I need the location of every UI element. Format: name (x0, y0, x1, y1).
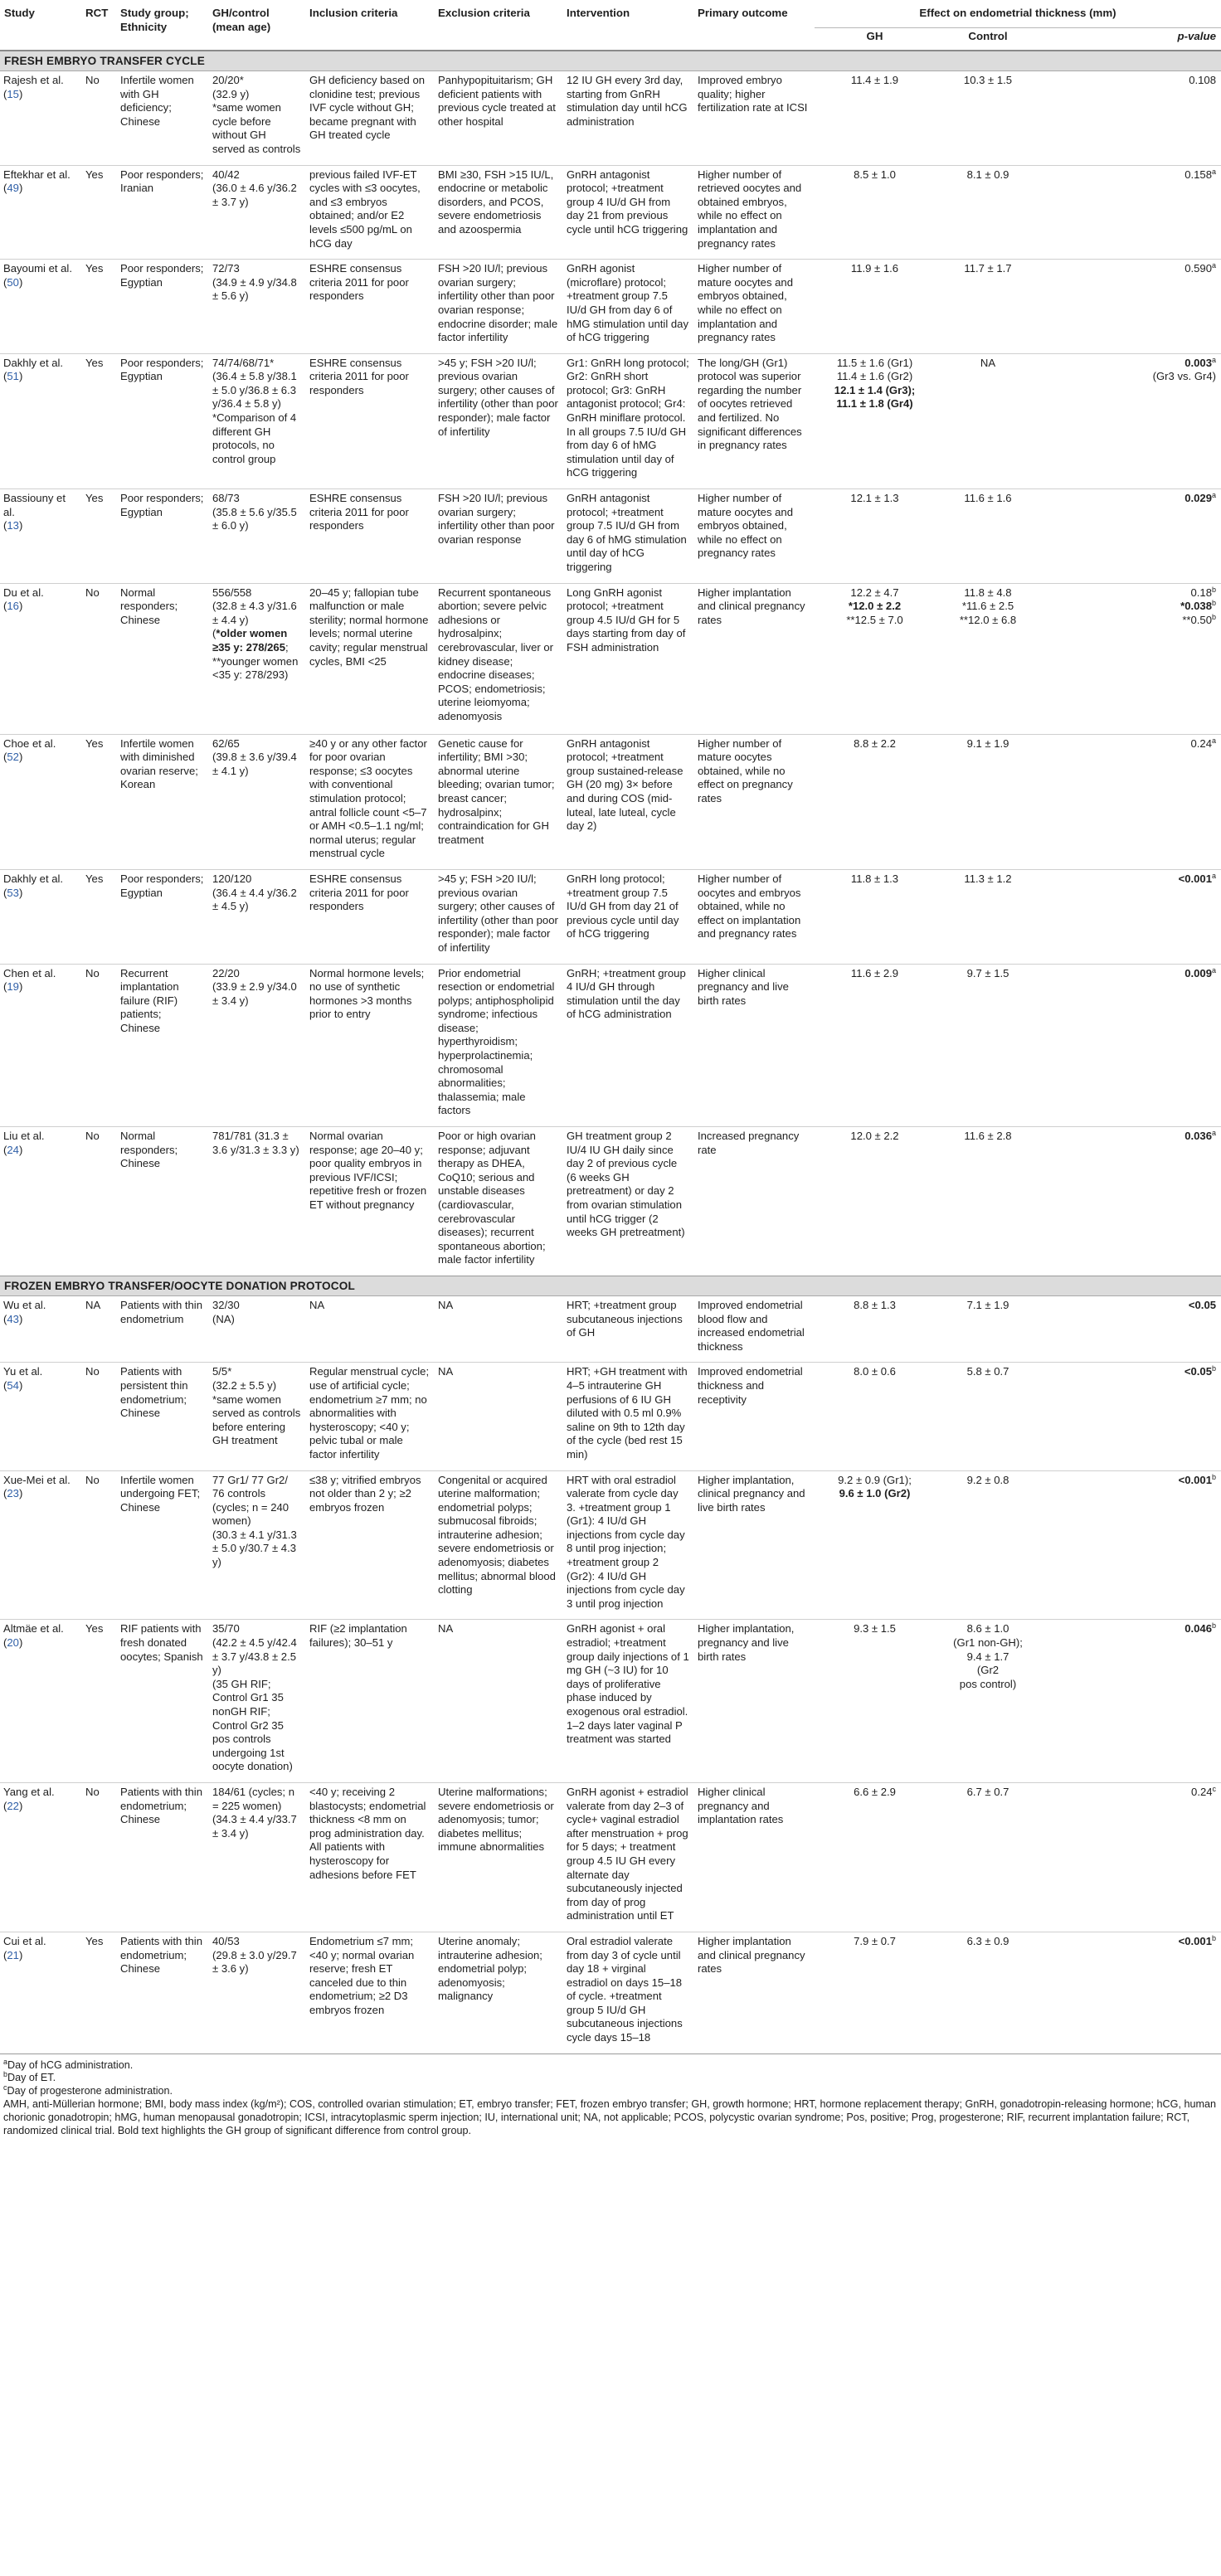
cell-gh-control: 74/74/68/71* (36.4 ± 5.8 y/38.1 ± 5.0 y/36.8 ± 6.3 y/36.4 ± 5.8 y) *Comparison of 4 different GH protocols, no control group (208, 353, 305, 488)
cell-inclusion: ESHRE consensus criteria 2011 for poor responders (305, 869, 434, 964)
cell-outcome: Higher number of mature oocytes and embryos obtained, while no effect on implantation and pregnancy rates (693, 260, 815, 354)
col-header-pvalue: p-value (1041, 28, 1221, 51)
cell-exclusion: Congenital or acquired uterine malformation; endometrial polyps; submucosal fibroids; intrauterine adhesion; severe endometriosis or adenomyosis; diabetes mellitus; abnormal blood clotting (434, 1470, 562, 1620)
cell-intervention: GnRH antagonist protocol; +treatment group 4 IU/d GH from day 21 from previous cycle until hCG triggering (562, 165, 693, 260)
cell-inclusion: ESHRE consensus criteria 2011 for poor responders (305, 353, 434, 488)
cell-control: 9.7 ± 1.5 (935, 964, 1041, 1127)
cell-outcome: Higher implantation, pregnancy and live birth rates (693, 1620, 815, 1783)
footnote-marker: a (1212, 871, 1217, 880)
footnote: $^c$Day of progesterone administration. (3, 2083, 173, 2097)
reference-link[interactable]: 50 (7, 275, 19, 289)
footnote-marker: b (1212, 585, 1217, 594)
cell-intervention: GnRH antagonist protocol; +treatment group 7.5 IU/d GH from day 6 of hMG stimulation until day of hCG triggering (562, 489, 693, 584)
reference-link[interactable]: 54 (7, 1378, 19, 1392)
cell-rct: Yes (81, 734, 116, 869)
cell-group: Recurrent implantation failure (RIF) patients; Chinese (116, 964, 208, 1127)
study-table (0, 5, 1221, 2054)
control-value: **12.0 ± 6.8 (959, 613, 1017, 626)
footnote-marker: a (1212, 167, 1217, 176)
cell-pvalue: 0.046$^b$ (1041, 1620, 1221, 1783)
cell-gh: 11.9 ± 1.6 (815, 260, 935, 354)
cell-control: 11.6 ± 1.6 (935, 489, 1041, 584)
cell-outcome: Improved endometrial blood flow and increased endometrial thickness (693, 1295, 815, 1362)
reference-link[interactable]: 24 (7, 1143, 19, 1156)
cell-group: Infertile women with GH deficiency; Chinese (116, 71, 208, 166)
col-header-study: Study (0, 5, 81, 51)
footnote-marker: b (1212, 599, 1217, 608)
pvalue-line: *0.038$^b$ (1180, 599, 1217, 613)
cell-intervention: Long GnRH agonist protocol; +treatment group 4.5 IU/d GH for 5 days starting from day of FSH administration (562, 583, 693, 734)
footnotes (0, 2054, 1221, 2138)
cell-rct: No (81, 1782, 116, 1932)
cell-inclusion: ESHRE consensus criteria 2011 for poor responders (305, 489, 434, 584)
footnote: $^b$Day of ET. (3, 2070, 56, 2084)
cell-study: Altmäe et al. (20) (0, 1620, 81, 1783)
gh-value: 9.6 ± 1.0 (Gr2) (839, 1487, 911, 1500)
cell-gh-control: 62/65 (39.8 ± 3.6 y/39.4 ± 4.1 y) (208, 734, 305, 869)
cell-pvalue: <0.001$^b$ (1041, 1932, 1221, 2054)
cell-exclusion: BMI ≥30, FSH >15 IU/L, endocrine or metabolic disorders, and PCOS, severe endometriosis and azoospermia (434, 165, 562, 260)
cell-control: 11.3 ± 1.2 (935, 869, 1041, 964)
reference-link[interactable]: 23 (7, 1487, 19, 1500)
cell-exclusion: Poor or high ovarian response; adjuvant therapy as DHEA, CoQ10; serious and unstable diseases (cardiovascular, cerebrovascular diseases); recurrent spontaneous abortion; male factor infertility (434, 1127, 562, 1276)
cell-control: 11.7 ± 1.7 (935, 260, 1041, 354)
pvalue-line: **0.50$^b$ (1182, 612, 1217, 626)
cell-gh-control: 32/30 (NA) (208, 1295, 305, 1362)
cell-inclusion: NA (305, 1295, 434, 1362)
reference-link[interactable]: 13 (7, 519, 19, 532)
cell-intervention: 12 IU GH every 3rd day, starting from GnRH stimulation day until hCG administration (562, 71, 693, 166)
reference-link[interactable]: 49 (7, 182, 19, 195)
cell-gh: 6.6 ± 2.9 (815, 1782, 935, 1932)
cell-exclusion: Prior endometrial resection or endometrial polyps; antiphospholipid syndrome; infectious disease; hyperthyroidism; hyperprolactinemia; chromosomal abnormalities; thalassemia; male factors (434, 964, 562, 1127)
col-header-group: Study group; Ethnicity (116, 5, 208, 51)
reference-link[interactable]: 43 (7, 1312, 19, 1325)
col-header-intervention: Intervention (562, 5, 693, 51)
cell-inclusion: RIF (≥2 implantation failures); 30–51 y (305, 1620, 434, 1783)
cell-study: Chen et al. (19) (0, 964, 81, 1127)
cell-study: Rajesh et al. (15) (0, 71, 81, 166)
cell-group: Patients with thin endometrium; Chinese (116, 1782, 208, 1932)
section-header (0, 51, 1221, 71)
cell-intervention: Gr1: GnRH long protocol; Gr2: GnRH short protocol; Gr3: GnRH antagonist protocol; Gr4: GnRH miniflare protocol. In all groups 7.5 IU/d GH from day 6 of hMG stimulation until day of hCG triggering (562, 353, 693, 488)
section-header (0, 1276, 1221, 1295)
cell-gh (815, 583, 935, 734)
cell-intervention: Oral estradiol valerate from day 3 of cycle until day 18 + virginal estradiol on days 15–18 of cycle. +treatment group 5 IU/d GH subcutaneous injections cycle days 15–18 (562, 1932, 693, 2054)
cell-outcome: Higher clinical pregnancy and implantation rates (693, 1782, 815, 1932)
table-row (0, 734, 1221, 869)
cell-exclusion: Uterine anomaly; intrauterine adhesion; endometrial polyp; adenomyosis; malignancy (434, 1932, 562, 2054)
cell-gh-control: 781/781 (31.3 ± 3.6 y/31.3 ± 3.3 y) (208, 1127, 305, 1276)
cell-intervention: HRT with oral estradiol valerate from cycle day 3. +treatment group 1 (Gr1): 4 IU/d GH injections from cycle day 8 until prog injection; +treatment group 2 (Gr2): 4 IU/d GH injections from cycle day 3 until prog injection (562, 1470, 693, 1620)
cell-exclusion: Uterine malformations; severe endometriosis or adenomyosis; tumor; diabetes mellitus; immune abnormalities (434, 1782, 562, 1932)
cell-gh: 11.4 ± 1.9 (815, 71, 935, 166)
footnote-marker: a (1212, 491, 1217, 500)
cell-control: 7.1 ± 1.9 (935, 1295, 1041, 1362)
col-header-exclusion: Exclusion criteria (434, 5, 562, 51)
pvalue-line: 0.18$^b$ (1190, 585, 1217, 599)
cell-study: Du et al. (16) (0, 583, 81, 734)
cell-gh-control: 5/5* (32.2 ± 5.5 y) *same women served as controls before entering GH treatment (208, 1363, 305, 1470)
cell-intervention: GnRH agonist + oral estradiol; +treatment group daily injections of 1 mg GH (~3 IU) for 10 days of proliferative phase induced by exogenous oral estradiol. 1–2 days later vaginal P treatment was started (562, 1620, 693, 1783)
cell-pvalue: 0.036$^a$ (1041, 1127, 1221, 1276)
table-row (0, 964, 1221, 1127)
cell-gh: 11.8 ± 1.3 (815, 869, 935, 964)
cell-control: 10.3 ± 1.5 (935, 71, 1041, 166)
cell-group: Patients with thin endometrium; Chinese (116, 1932, 208, 2054)
cell-outcome: Higher implantation and clinical pregnancy rates (693, 583, 815, 734)
cell-control: 6.3 ± 0.9 (935, 1932, 1041, 2054)
col-header-gh-control: GH/control (mean age) (208, 5, 305, 51)
cell-gh-control: 22/20 (33.9 ± 2.9 y/34.0 ± 3.4 y) (208, 964, 305, 1127)
cell-pvalue: <0.001$^b$ (1041, 1470, 1221, 1620)
cell-gh: 8.8 ± 2.2 (815, 734, 935, 869)
cell-outcome: Higher number of oocytes and embryos obtained, while no effect on implantation and pregnancy rates (693, 869, 815, 964)
cell-control: 8.1 ± 0.9 (935, 165, 1041, 260)
cell-rct: Yes (81, 1932, 116, 2054)
cell-exclusion: NA (434, 1620, 562, 1783)
cell-control: 5.8 ± 0.7 (935, 1363, 1041, 1470)
control-value: *11.6 ± 2.5 (961, 600, 1014, 613)
cell-gh: 8.5 ± 1.0 (815, 165, 935, 260)
cell-study: Yu et al. (54) (0, 1363, 81, 1470)
cell-gh: 12.0 ± 2.2 (815, 1127, 935, 1276)
reference-link[interactable]: 53 (7, 886, 19, 899)
cell-inclusion: GH deficiency based on clonidine test; previous IVF cycle without GH; became pregnant with GH treated cycle (305, 71, 434, 166)
cell-study: Bayoumi et al. (50) (0, 260, 81, 354)
footnote-marker: b (1212, 1364, 1217, 1373)
cell-outcome: Higher implantation and clinical pregnancy rates (693, 1932, 815, 2054)
cell-gh-control: 72/73 (34.9 ± 4.9 y/34.8 ± 5.6 y) (208, 260, 305, 354)
cell-gh-control: 40/53 (29.8 ± 3.0 y/29.7 ± 3.6 y) (208, 1932, 305, 2054)
cell-inclusion: <40 y; receiving 2 blastocysts; endometrial thickness <8 mm on prog administration day. All patients with hysteroscopy for adhesions before FET (305, 1782, 434, 1932)
cell-study: Dakhly et al. (53) (0, 869, 81, 964)
cell-group: Normal responders; Chinese (116, 1127, 208, 1276)
col-header-inclusion: Inclusion criteria (305, 5, 434, 51)
cell-exclusion: >45 y; FSH >20 IU/l; previous ovarian surgery; other causes of infertility (other than poor responder); male factor of infertility (434, 869, 562, 964)
reference-link[interactable]: 22 (7, 1799, 19, 1812)
cell-rct: Yes (81, 489, 116, 584)
cell-gh: 8.0 ± 0.6 (815, 1363, 935, 1470)
table-row (0, 260, 1221, 354)
cell-study: Dakhly et al. (51) (0, 353, 81, 488)
cell-rct: Yes (81, 869, 116, 964)
cell-study: Wu et al. (43) (0, 1295, 81, 1362)
reference-link[interactable]: 15 (7, 87, 19, 100)
table-row (0, 1295, 1221, 1362)
cell-rct: Yes (81, 1620, 116, 1783)
cell-exclusion: NA (434, 1363, 562, 1470)
cell-gh: 11.6 ± 2.9 (815, 964, 935, 1127)
cell-inclusion: ≥40 y or any other factor for poor ovarian response; ≤3 oocytes with conventional stimulation protocol; antral follicle count <5–7 or AMH <0.5–1.1 ng/ml; normal uterus; regular menstrual cycle (305, 734, 434, 869)
footnote-marker: a (1212, 355, 1217, 364)
cell-exclusion: >45 y; FSH >20 IU/l; previous ovarian surgery; other causes of infertility (other than poor responder); male factor of infertility (434, 353, 562, 488)
cell-gh-control: 68/73 (35.8 ± 5.6 y/35.5 ± 6.0 y) (208, 489, 305, 584)
cell-pvalue: 0.108 (1041, 71, 1221, 166)
cell-inclusion: Normal hormone levels; no use of synthetic hormones >3 months prior to entry (305, 964, 434, 1127)
table-row (0, 1127, 1221, 1276)
cell-group: Poor responders; Egyptian (116, 353, 208, 488)
gh-value: 11.1 ± 1.8 (Gr4) (836, 397, 913, 411)
cell-group: Normal responders; Chinese (116, 583, 208, 734)
reference-link[interactable]: 19 (7, 980, 19, 994)
footnote-marker: b (1212, 1621, 1217, 1631)
cell-pvalue: 0.24$^a$ (1041, 734, 1221, 869)
cell-intervention: HRT; +GH treatment with 4–5 intrauterine GH perfusions of 6 IU GH diluted with 0.5 ml 0.9% saline on 9th to 12th day of the cycle (bed rest 15 min) (562, 1363, 693, 1470)
cell-gh-control: 77 Gr1/ 77 Gr2/ 76 controls (cycles; n = 240 women) (30.3 ± 4.1 y/31.3 ± 5.0 y/30.7 ± 4.3 y) (208, 1470, 305, 1620)
col-header-gh: GH (815, 28, 935, 51)
cell-outcome: Higher number of mature oocytes obtained, while no effect on pregnancy rates (693, 734, 815, 869)
cell-group: Poor responders; Iranian (116, 165, 208, 260)
footnote: AMH, anti-Müllerian hormone; BMI, body mass index (kg/m²); COS, controlled ovarian stimulation; ET, embryo transfer; FET, frozen embryo transfer; GH, growth hormone; HRT, hormone replacement therapy; GnRH, gonadotropin-releasing hormone; hCG, human chorionic gonadotropin; hMG, human menopausal gonadotropin; ICSI, intracytoplasmic sperm injection; IU, international unit; NA, not applicable; PCOS, polycystic ovarian syndrome; Pos, positive; Prog, progesterone; RIF, recurrent implantation failure; RCT, randomized clinical trial. Bold text highlights the GH group of significant difference from control group. (3, 2098, 1216, 2136)
table-row (0, 1470, 1221, 1620)
reference-link[interactable]: 21 (7, 1948, 19, 1961)
table-row (0, 489, 1221, 584)
cell-gh-control: 20/20* (32.9 y) *same women cycle before without GH served as controls (208, 71, 305, 166)
cell-control: NA (935, 353, 1041, 488)
reference-link[interactable]: 16 (7, 600, 19, 613)
cell-group: Infertile women with diminished ovarian reserve; Korean (116, 734, 208, 869)
cell-study: Eftekhar et al. (49) (0, 165, 81, 260)
cell-rct: No (81, 1127, 116, 1276)
cell-outcome: Higher number of retrieved oocytes and obtained embryos, while no effect on implantation and pregnancy rates (693, 165, 815, 260)
cell-pvalue: 0.24$^c$ (1041, 1782, 1221, 1932)
footnote-marker: a (1212, 261, 1217, 270)
table-row (0, 71, 1221, 166)
cell-rct: No (81, 71, 116, 166)
gh-value: 12.1 ± 1.4 (Gr3); (834, 383, 916, 396)
table-row (0, 1932, 1221, 2054)
control-value: 11.8 ± 4.8 (964, 586, 1012, 599)
cell-outcome: Improved endometrial thickness and receptivity (693, 1363, 815, 1470)
cell-intervention: GnRH antagonist protocol; +treatment group sustained-release GH (20 mg) 3× before and during COS (mid-luteal, late luteal, cycle day 2) (562, 734, 693, 869)
cell-outcome: Increased pregnancy rate (693, 1127, 815, 1276)
cell-exclusion: FSH >20 IU/l; previous ovarian surgery; infertility other than poor ovarian response; endocrine disorder; male factor infertility (434, 260, 562, 354)
cell-study: Choe et al. (52) (0, 734, 81, 869)
cell-group: Poor responders; Egyptian (116, 489, 208, 584)
col-header-rct: RCT (81, 5, 116, 51)
cell-outcome: Higher clinical pregnancy and live birth rates (693, 964, 815, 1127)
cell-exclusion: Panhypopituitarism; GH deficient patients with previous cycle treated at other hospital (434, 71, 562, 166)
cell-inclusion: ≤38 y; vitrified embryos not older than 2 y; ≥2 embryos frozen (305, 1470, 434, 1620)
footnote-marker: b (1212, 1472, 1217, 1481)
col-header-control: Control (935, 28, 1041, 51)
cell-outcome: The long/GH (Gr1) protocol was superior regarding the number of oocytes retrieved and fertilized. No significant differences in pregnancy rates (693, 353, 815, 488)
cell-group: Patients with thin endometrium (116, 1295, 208, 1362)
cell-study: Xue-Mei et al. (23) (0, 1470, 81, 1620)
table-row (0, 869, 1221, 964)
footnote-marker: c (1212, 1784, 1217, 1793)
footnote: $^a$Day of hCG administration. (3, 2057, 134, 2071)
section-title: FRESH EMBRYO TRANSFER CYCLE (0, 51, 1221, 71)
cell-pvalue: <0.001$^a$ (1041, 869, 1221, 964)
table-row (0, 583, 1221, 734)
cell-group: Poor responders; Egyptian (116, 869, 208, 964)
gh-value: 9.2 ± 0.9 (Gr1); (838, 1473, 912, 1486)
footnote-marker: a (1212, 1129, 1217, 1138)
cell-gh (815, 1470, 935, 1620)
cell-intervention: GnRH agonist + estradiol valerate from day 2–3 of cycle+ vaginal estradiol after menstruation + prog for 5 days; + treatment group 4.5 IU GH every alternate day subcutaneously injected from day of prog administration until ET (562, 1782, 693, 1932)
footnote-marker: b (1212, 1933, 1217, 1942)
cell-rct: No (81, 583, 116, 734)
footnote-marker: b (1212, 612, 1217, 621)
cell-intervention: GH treatment group 2 IU/4 IU GH daily since day 2 of previous cycle (6 weeks GH pretreatment) or day 2 from ovarian stimulation until hCG trigger (2 weeks GH pretreatment) (562, 1127, 693, 1276)
cell-rct: NA (81, 1295, 116, 1362)
cell-pvalue: 0.009$^a$ (1041, 964, 1221, 1127)
cell-inclusion: previous failed IVF-ET cycles with ≤3 oocytes, and ≤3 embryos obtained; and/or E2 levels ≤500 pg/mL on hCG day (305, 165, 434, 260)
cell-intervention: GnRH long protocol; +treatment group 7.5 IU/d GH from day 21 of previous cycle until day of hCG triggering (562, 869, 693, 964)
gh-value: *12.0 ± 2.2 (848, 600, 902, 613)
cell-control: 8.6 ± 1.0 (Gr1 non-GH); 9.4 ± 1.7 (Gr2 pos control) (935, 1620, 1041, 1783)
cell-inclusion: Regular menstrual cycle; use of artificial cycle; endometrium ≥7 mm; no abnormalities with hysteroscopy; <40 y; pelvic tubal or male factor infertility (305, 1363, 434, 1470)
cell-control: 11.6 ± 2.8 (935, 1127, 1041, 1276)
cell-pvalue: 0.029$^a$ (1041, 489, 1221, 584)
cell-pvalue: <0.05 (1041, 1295, 1221, 1362)
gh-value: 11.4 ± 1.6 (Gr2) (836, 370, 913, 383)
cell-gh-control: 120/120 (36.4 ± 4.4 y/36.2 ± 4.5 y) (208, 869, 305, 964)
cell-inclusion: Normal ovarian response; age 20–40 y; poor quality embryos in previous IVF/ICSI; repetitive fresh or frozen ET without pregnancy (305, 1127, 434, 1276)
gh-value: **12.5 ± 7.0 (846, 613, 903, 626)
cell-inclusion: ESHRE consensus criteria 2011 for poor responders (305, 260, 434, 354)
cell-inclusion: 20–45 y; fallopian tube malfunction or male sterility; normal hormone levels; normal uterine cavity; regular menstrual cycles, BMI <25 (305, 583, 434, 734)
cell-pvalue: 0.590$^a$ (1041, 260, 1221, 354)
table-container (0, 5, 1221, 2137)
reference-link[interactable]: 52 (7, 751, 19, 764)
cell-control: 6.7 ± 0.7 (935, 1782, 1041, 1932)
gh-value: 11.5 ± 1.6 (Gr1) (836, 356, 913, 369)
cell-control (935, 583, 1041, 734)
cell-outcome: Higher implantation, clinical pregnancy and live birth rates (693, 1470, 815, 1620)
cell-gh: 12.1 ± 1.3 (815, 489, 935, 584)
cell-inclusion: Endometrium ≤7 mm; <40 y; normal ovarian reserve; fresh ET canceled due to thin endometrium; ≥2 D3 embryos frozen (305, 1932, 434, 2054)
cell-pvalue: 0.158$^a$ (1041, 165, 1221, 260)
table-row (0, 1620, 1221, 1783)
gh-value: 12.2 ± 4.7 (850, 586, 899, 599)
table-row (0, 1363, 1221, 1470)
cell-rct: Yes (81, 260, 116, 354)
cell-study: Bassiouny et al. (13) (0, 489, 81, 584)
pvalue-note: (Gr3 vs. Gr4) (1152, 370, 1217, 383)
cell-intervention: GnRH agonist (microflare) protocol; +treatment group 7.5 IU/d GH from day 6 of hMG stimulation until day of hCG triggering (562, 260, 693, 354)
cell-gh-control: 35/70 (42.2 ± 4.5 y/42.4 ± 3.7 y/43.8 ± 2.5 y) (35 GH RIF; Control Gr1 35 nonGH RIF; Control Gr2 35 pos controls undergoing 1st oocyte donation) (208, 1620, 305, 1783)
cell-gh: 9.3 ± 1.5 (815, 1620, 935, 1783)
table-row (0, 353, 1221, 488)
cell-rct: No (81, 964, 116, 1127)
cell-control: 9.1 ± 1.9 (935, 734, 1041, 869)
section-title: FROZEN EMBRYO TRANSFER/OOCYTE DONATION PROTOCOL (0, 1276, 1221, 1295)
cell-study: Yang et al. (22) (0, 1782, 81, 1932)
cell-gh: 7.9 ± 0.7 (815, 1932, 935, 2054)
reference-link[interactable]: 20 (7, 1636, 19, 1650)
cell-group: Poor responders; Egyptian (116, 260, 208, 354)
cell-study: Cui et al. (21) (0, 1932, 81, 2054)
cell-gh: 8.8 ± 1.3 (815, 1295, 935, 1362)
cell-group: Infertile women undergoing FET; Chinese (116, 1470, 208, 1620)
table-body (0, 51, 1221, 2054)
cell-rct: No (81, 1363, 116, 1470)
cell-pvalue (1041, 583, 1221, 734)
cell-rct: Yes (81, 353, 116, 488)
cell-study: Liu et al. (24) (0, 1127, 81, 1276)
cell-group: Patients with persistent thin endometrium; Chinese (116, 1363, 208, 1470)
cell-gh (815, 353, 935, 488)
footnote-marker: a (1212, 736, 1217, 745)
cell-group: RIF patients with fresh donated oocytes; Spanish (116, 1620, 208, 1783)
cell-intervention: GnRH; +treatment group 4 IU/d GH through stimulation until the day of hCG administration (562, 964, 693, 1127)
cell-outcome: Higher number of mature oocytes and embryos obtained, while no effect on pregnancy rates (693, 489, 815, 584)
cell-rct: Yes (81, 165, 116, 260)
cell-pvalue: 0.003$^a$ (Gr3 vs. Gr4) (1041, 353, 1221, 488)
cell-exclusion: FSH >20 IU/l; previous ovarian surgery; infertility other than poor ovarian response (434, 489, 562, 584)
cell-gh-control: 184/61 (cycles; n = 225 women) (34.3 ± 4.4 y/33.7 ± 3.4 y) (208, 1782, 305, 1932)
table-row (0, 165, 1221, 260)
cell-intervention: HRT; +treatment group subcutaneous injections of GH (562, 1295, 693, 1362)
col-header-outcome: Primary outcome (693, 5, 815, 51)
col-header-effect: Effect on endometrial thickness (mm) (815, 5, 1221, 28)
table-row (0, 1782, 1221, 1932)
cell-exclusion: Genetic cause for infertility; BMI >30; abnormal uterine bleeding; ovarian tumor; breast cancer; hydrosalpinx; contraindication for GH treatment (434, 734, 562, 869)
cell-exclusion: NA (434, 1295, 562, 1362)
footnote-marker: a (1212, 965, 1217, 975)
cell-exclusion: Recurrent spontaneous abortion; severe pelvic adhesions or hydrosalpinx; cerebrovascular, liver or kidney disease; endocrine diseases; PCOS; endometriosis; uterine leiomyoma; adenomyosis (434, 583, 562, 734)
cell-outcome: Improved embryo quality; higher fertilization rate at ICSI (693, 71, 815, 166)
cell-gh-control: 40/42 (36.0 ± 4.6 y/36.2 ± 3.7 y) (208, 165, 305, 260)
cell-rct: No (81, 1470, 116, 1620)
cell-pvalue: <0.05$^b$ (1041, 1363, 1221, 1470)
cell-gh-control: 556/558 (32.8 ± 4.3 y/31.6 ± 4.4 y) (*older women ≥35 y: 278/265; **younger women <35 y: 278/293) (208, 583, 305, 734)
reference-link[interactable]: 51 (7, 370, 19, 383)
cell-control: 9.2 ± 0.8 (935, 1470, 1041, 1620)
